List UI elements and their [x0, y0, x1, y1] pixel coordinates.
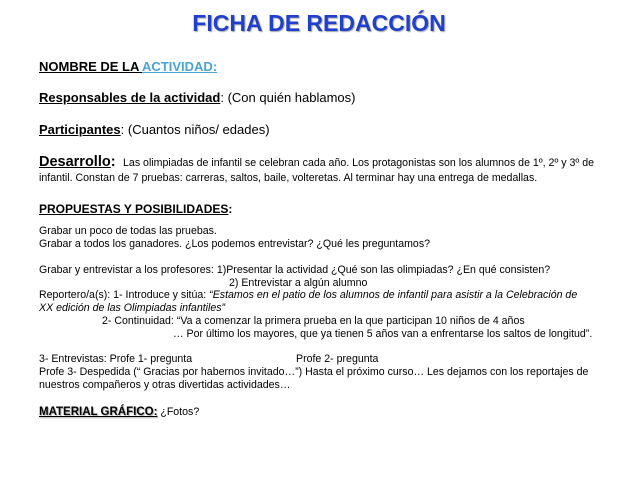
reportero-quote: “Estamos en el patio de los alumnos de infantil para asistir a la Celebración de [209, 289, 578, 301]
entrevistas-profe-2: Profe 2- pregunta [296, 353, 379, 365]
propuestas-colon: : [228, 202, 233, 216]
profe-3-line-1: Profe 3- Despedida (“ Gracias por habernos invitado…”) Hasta el próximo curso… Les dejamos con los reportajes de [39, 366, 589, 378]
desarrollo-label: Desarrollo [39, 154, 111, 170]
reportero-intro: Reportero/a(s): 1- Introduce y sitúa: [39, 289, 210, 301]
propuestas-line [39, 200, 232, 218]
desarrollo-text-2: infantil. Constan de 7 pruebas: carreras, saltos, baile, volteretas. Al terminar hay una entrega de medallas. [39, 172, 538, 184]
nombre-colon: : [212, 59, 218, 74]
responsables-label: Responsables de la actividad [39, 90, 221, 105]
reportero-line [39, 289, 577, 301]
material-value: ¿Fotos? [157, 406, 200, 418]
participantes-value: : (Cuantos niños/ edades) [120, 122, 270, 137]
material-label: MATERIAL GRÁFICO: [39, 406, 158, 418]
nombre-label: NOMBRE DE LA [39, 59, 143, 74]
profe-3-line-2: nuestros compañeros y otras divertidas actividades… [39, 379, 291, 391]
continuidad-line-1: 2- Continuidad: “Va a comenzar la primera prueba en la que participan 10 niños de 4 años [102, 315, 525, 327]
responsables-value: : (Con quién hablamos) [220, 90, 356, 105]
desarrollo-text-1: Las olimpiadas de infantil se celebran cada año. Los protagonistas son los alumnos de 1º, 2º y 3º de [123, 157, 594, 169]
nombre-accent: ACTIVIDAD [142, 59, 213, 74]
nombre-line [39, 58, 217, 76]
entrevistas-line [39, 353, 192, 365]
propuesta-line-2: Grabar a todos los ganadores. ¿Los podemos entrevistar? ¿Qué les preguntamos? [39, 238, 431, 250]
participantes-line [39, 121, 270, 139]
continuidad-line-2: … Por último los mayores, que ya tienen 5 años van a enfrentarse los saltos de longitud”. [173, 328, 593, 340]
desarrollo-colon: : [110, 154, 116, 170]
reportero-quote-2: XX edición de las Olimpiadas infantiles” [39, 302, 226, 314]
material-line [39, 402, 199, 420]
propuesta-line-4: 2) Entrevistar a algún alumno [229, 277, 368, 289]
propuestas-label: PROPUESTAS Y POSIBILIDADES [39, 202, 229, 216]
propuesta-line-3: Grabar y entrevistar a los profesores: 1)Presentar la actividad ¿Qué son las olimpiadas? ¿En qué consisten? [39, 264, 551, 276]
page-title: FICHA DE REDACCIÓN [192, 10, 446, 36]
propuesta-line-1: Grabar un poco de todas las pruebas. [39, 225, 217, 237]
entrevistas-profe-1: 3- Entrevistas: Profe 1- pregunta [39, 353, 193, 365]
desarrollo-line [39, 153, 594, 171]
participantes-label: Participantes [39, 122, 121, 137]
responsables-line [39, 89, 356, 107]
